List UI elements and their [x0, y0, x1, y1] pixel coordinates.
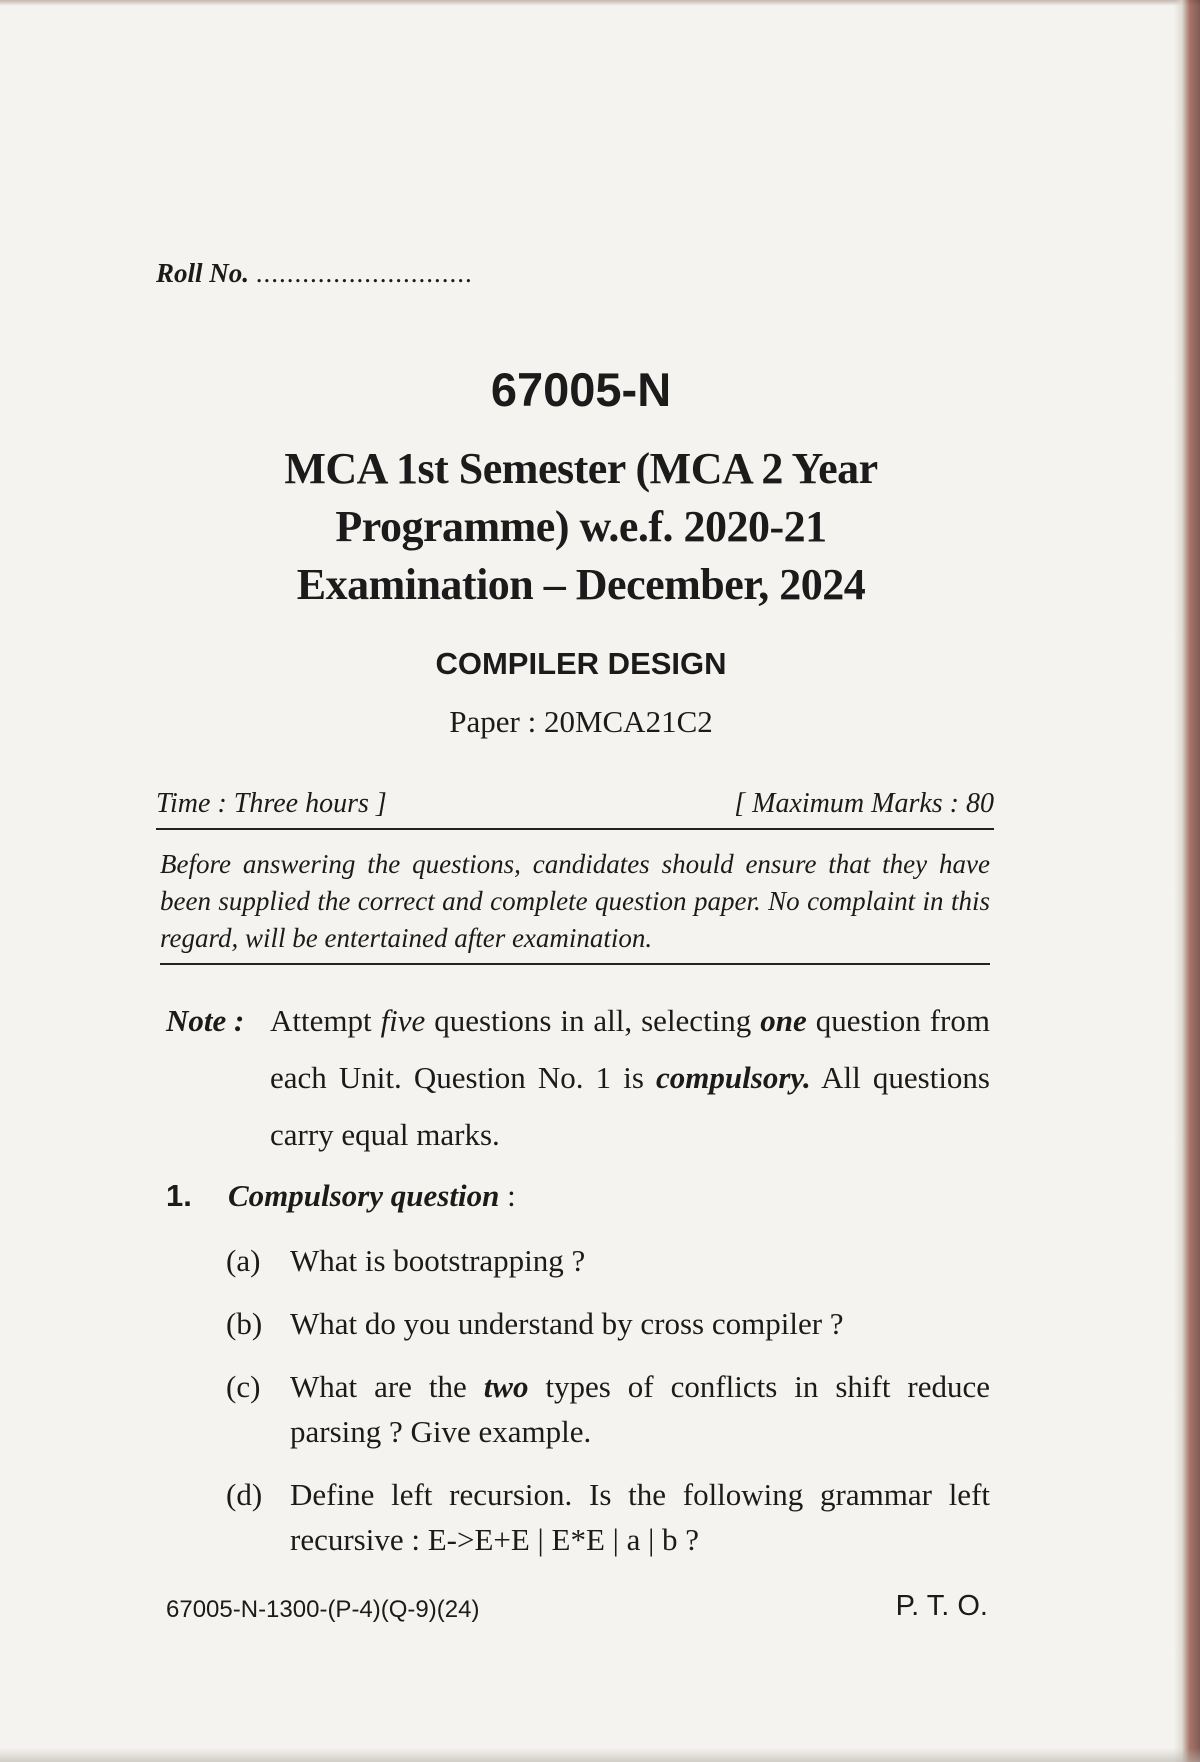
instructions-note: [166, 992, 990, 1163]
question-title: Compulsory question: [228, 1178, 500, 1213]
list-item: [226, 1472, 990, 1562]
part-label: (c): [226, 1369, 261, 1404]
part-label: (d): [226, 1477, 263, 1512]
part-text: Define left recursion. Is the following grammar left recursive : E->E+E | E*E | a | b ?: [290, 1477, 990, 1557]
part-text: What are the two types of conflicts in shift reduce parsing ? Give example.: [290, 1369, 990, 1449]
exam-title-line-1: MCA 1st Semester (MCA 2 Year: [284, 444, 878, 493]
question-1-heading: 1. Compulsory question :: [166, 1178, 516, 1213]
paper-code: 67005-N: [490, 363, 672, 416]
time-allowed: Time : Three hours ]: [156, 788, 387, 819]
candidate-warning: Before answering the questions, candidates should ensure that they have been supplied the correct and complete question paper. No complaint in this regard, will be entertained after examination.: [160, 846, 990, 965]
part-text: What is bootstrapping ?: [290, 1243, 586, 1278]
please-turn-over: P. T. O.: [895, 1590, 988, 1622]
question-number: 1.: [166, 1178, 192, 1213]
list-item: [226, 1238, 990, 1283]
paper-bottom-edge: [0, 1748, 1200, 1762]
time-marks-bar: [156, 788, 994, 830]
list-item: [226, 1364, 990, 1454]
paper-number: Paper : 20MCA21C2: [449, 704, 713, 739]
exam-title-line-2: Programme) w.e.f. 2020-21: [335, 502, 827, 551]
list-item: [226, 1301, 990, 1346]
part-label: (a): [226, 1243, 261, 1278]
exam-title-line-3: Examination – December, 2024: [296, 560, 866, 609]
exam-title: [0, 440, 1162, 614]
paper-right-edge: [1174, 0, 1200, 1762]
paper-top-edge: [0, 0, 1200, 6]
roll-number-field: [156, 258, 473, 289]
question-1-parts: [226, 1238, 990, 1580]
roll-number-label: Roll No.: [156, 258, 250, 288]
maximum-marks: [ Maximum Marks : 80: [734, 788, 994, 819]
roll-number-blank: ............................: [255, 258, 473, 288]
note-label: Note :: [166, 1003, 245, 1038]
part-label: (b): [226, 1306, 263, 1341]
note-text: Attempt five questions in all, selecting one question from each Unit. Question No. 1 is compulsory. All questions carry equal marks.: [270, 1003, 990, 1152]
footer-paper-code: 67005-N-1300-(P-4)(Q-9)(24): [166, 1596, 480, 1623]
subject-name: COMPILER DESIGN: [435, 646, 727, 681]
part-text: What do you understand by cross compiler ?: [290, 1306, 844, 1341]
